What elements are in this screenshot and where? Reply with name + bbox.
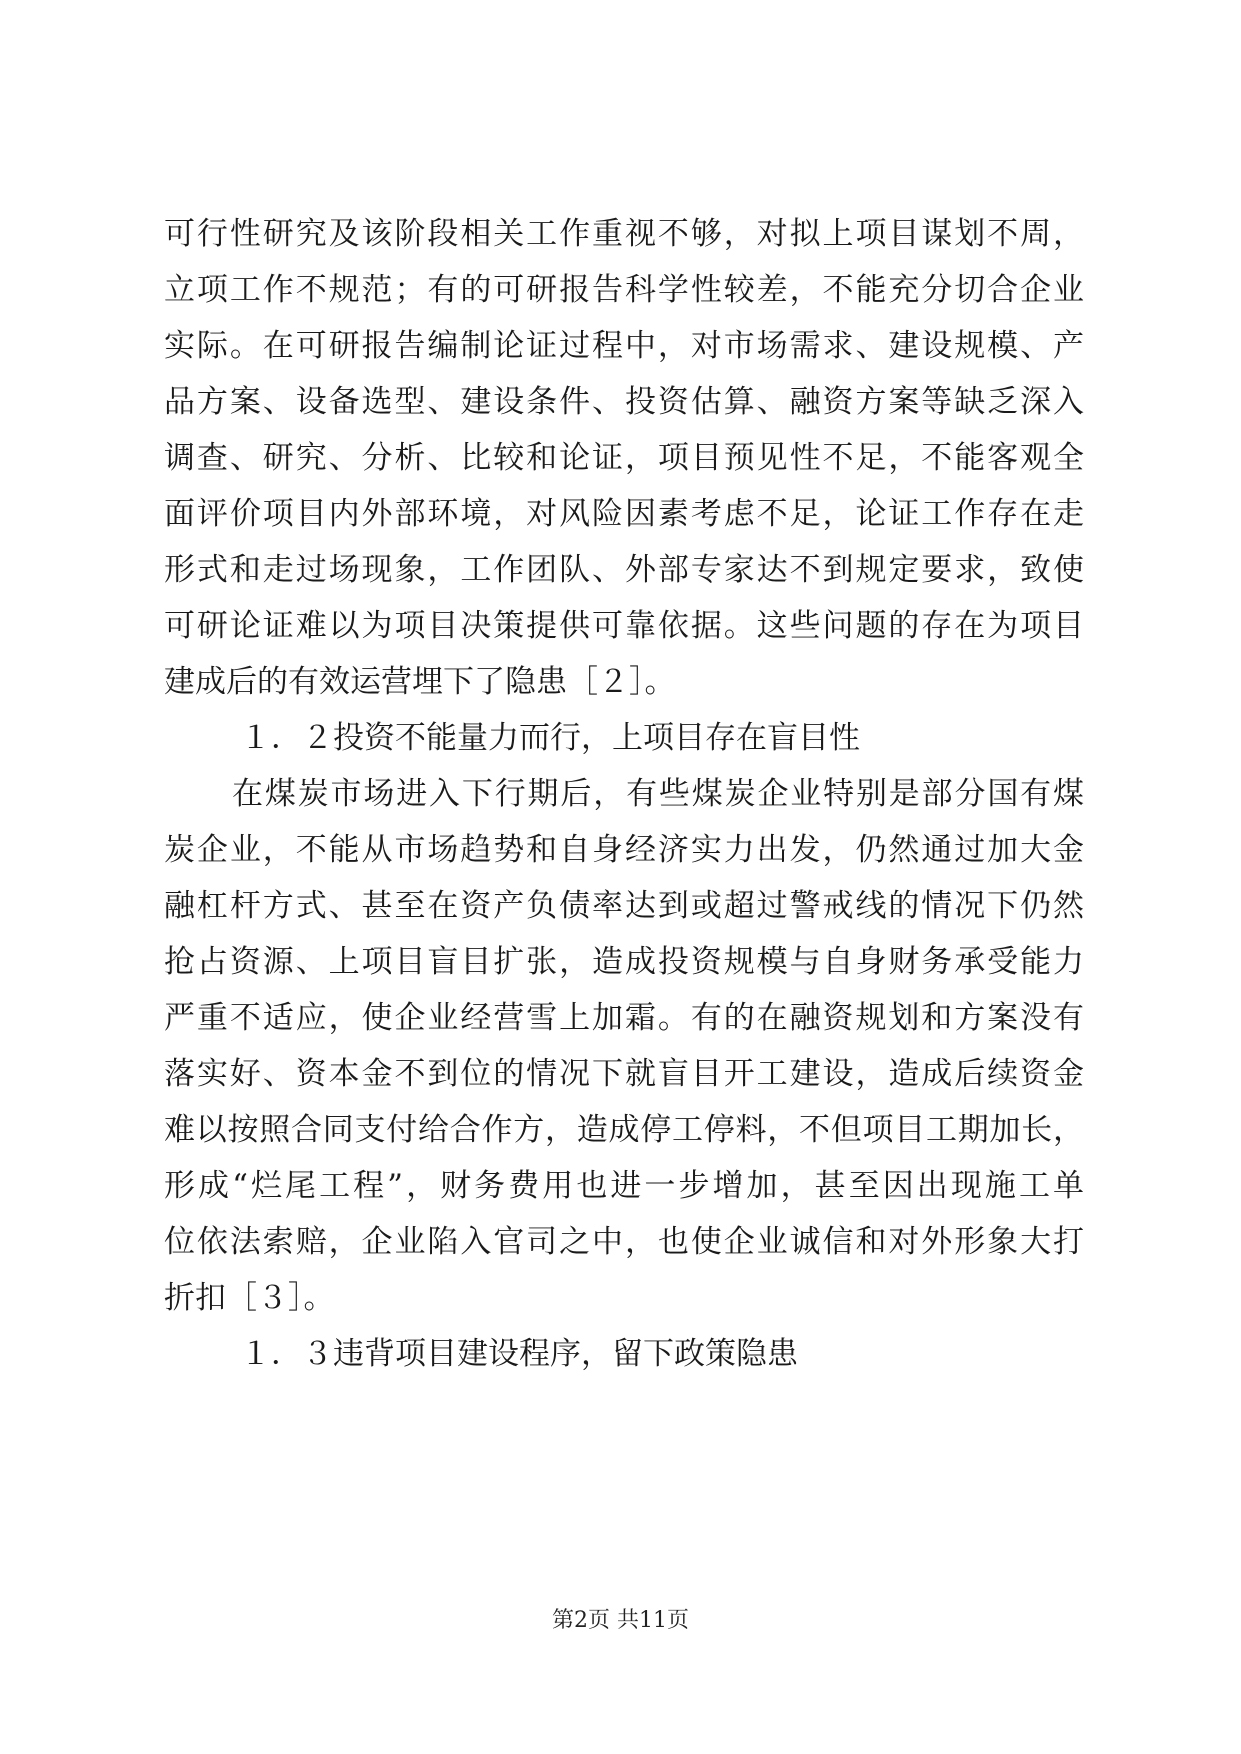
text-line: 可行性研究及该阶段相关工作重视不够，对拟上项目谋划不周， [164, 216, 1084, 252]
text-line: 位依法索赔，企业陷入官司之中，也使企业诚信和对外形象大打 [164, 1224, 1084, 1260]
text-line: 建成后的有效运营埋下了隐患［２］。 [164, 664, 676, 700]
text-line: 落实好、资本金不到位的情况下就盲目开工建设，造成后续资金 [164, 1056, 1084, 1092]
text-line: 融杠杆方式、甚至在资产负债率达到或超过警戒线的情况下仍然 [164, 888, 1084, 924]
text-line: 立项工作不规范；有的可研报告科学性较差，不能充分切合企业 [164, 272, 1084, 308]
text-line: 可研论证难以为项目决策提供可靠依据。这些问题的存在为项目 [164, 608, 1084, 644]
text-line: 抢占资源、上项目盲目扩张，造成投资规模与自身财务承受能力 [164, 944, 1084, 980]
section-heading-1-3: １．３违背项目建设程序，留下政策隐患 [240, 1336, 798, 1372]
text-line: 调查、研究、分析、比较和论证，项目预见性不足，不能客观全 [164, 440, 1084, 476]
paragraph-first-line: 在煤炭市场进入下行期后，有些煤炭企业特别是部分国有煤 [232, 776, 1084, 812]
text-line: 形成“烂尾工程”，财务费用也进一步增加，甚至因出现施工单 [164, 1168, 1084, 1204]
text-line: 难以按照合同支付给合作方，造成停工停料，不但项目工期加长， [164, 1112, 1084, 1148]
text-line: 品方案、设备选型、建设条件、投资估算、融资方案等缺乏深入 [164, 384, 1084, 420]
text-line: 实际。在可研报告编制论证过程中，对市场需求、建设规模、产 [164, 328, 1084, 364]
text-line: 折扣［３］。 [164, 1280, 335, 1316]
text-line: 炭企业，不能从市场趋势和自身经济实力出发，仍然通过加大金 [164, 832, 1084, 868]
page-number-footer: 第2页 共11页 [552, 1608, 689, 1633]
text-line: 面评价项目内外部环境，对风险因素考虑不足，论证工作存在走 [164, 496, 1084, 532]
section-heading-1-2: １．２投资不能量力而行，上项目存在盲目性 [240, 720, 860, 756]
text-line: 形式和走过场现象，工作团队、外部专家达不到规定要求，致使 [164, 552, 1084, 588]
text-line: 严重不适应，使企业经营雪上加霜。有的在融资规划和方案没有 [164, 1000, 1084, 1036]
